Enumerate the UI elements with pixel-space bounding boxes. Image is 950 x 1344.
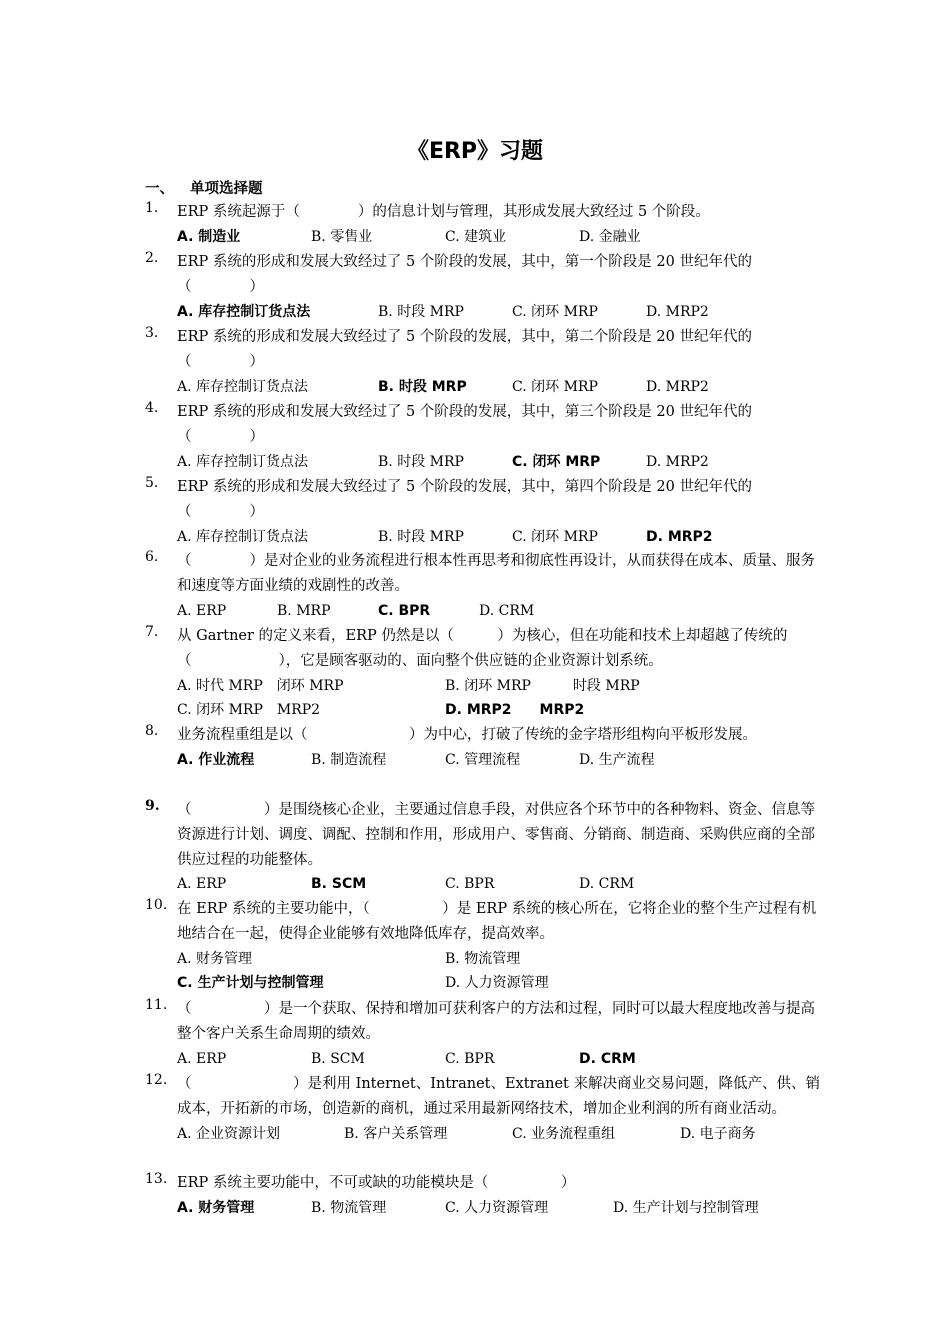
option-d: D. 电子商务 [680, 1125, 756, 1142]
option-b: B. 物流管理 [311, 1199, 387, 1216]
question-options-row-2 [177, 971, 825, 996]
question-stem: （ ）是围绕核心企业，主要通过信息手段，对供应各个环节中的各种物料、资金、信息等资源进行计划、调度、调配、控制和作用，形成用户、零售商、分销商、制造商、采购供应商的全部供应过程的功能整体。 [177, 802, 815, 868]
question-number: 8. [145, 723, 159, 739]
section-label: 单项选择题 [190, 181, 263, 197]
question-stem: 业务流程重组是以（ ）为中心，打破了传统的金字塔形组构向平板形发展。 [177, 727, 757, 743]
option-d: D. MRP2 [646, 303, 709, 320]
question-stem: ERP 系统的形成和发展大致经过了 5 个阶段的发展，其中，第一个阶段是 20 世纪年代的（ ） [177, 254, 752, 295]
option-c: C. BPR [445, 876, 495, 893]
option-b: B. 时段 MRP [378, 303, 464, 320]
question-5 [145, 475, 825, 549]
option-a: A. 库存控制订货点法 [177, 303, 311, 320]
question-4 [145, 400, 825, 474]
question-number: 6. [145, 549, 159, 565]
option-d: D. MRP2 [646, 453, 709, 470]
option-c: C. BPR [445, 1050, 495, 1067]
option-a: A. ERP [177, 876, 227, 893]
option-a: A. ERP [177, 602, 227, 619]
option-b: B. 时段 MRP [378, 528, 464, 545]
option-b: B. 时段 MRP [378, 378, 467, 395]
question-options [177, 375, 825, 400]
question-options [177, 225, 825, 250]
question-number: 11. [145, 997, 168, 1013]
question-number: 13. [145, 1171, 168, 1187]
option-d: D. 人力资源管理 [445, 975, 549, 992]
question-13 [145, 1171, 825, 1221]
question-options [177, 872, 825, 897]
option-c: C. 闭环 MRP MRP2 [177, 702, 321, 719]
option-c: C. 闭环 MRP [512, 453, 601, 470]
question-11 [145, 997, 825, 1071]
option-a: A. 制造业 [177, 228, 241, 245]
question-number: 12. [145, 1072, 168, 1088]
option-a: A. 库存控制订货点法 [177, 528, 309, 545]
option-a: A. 作业流程 [177, 751, 255, 768]
option-b: B. SCM [311, 1050, 365, 1067]
question-6 [145, 549, 825, 623]
question-stem: ERP 系统的形成和发展大致经过了 5 个阶段的发展，其中，第二个阶段是 20 世纪年代的（ ） [177, 329, 752, 370]
question-options [177, 300, 825, 325]
option-a: A. 企业资源计划 [177, 1125, 281, 1142]
option-c: C. 闭环 MRP [512, 303, 598, 320]
question-number: 2. [145, 250, 159, 266]
option-d: D. CRM [579, 1050, 636, 1067]
option-b: B. MRP [277, 602, 331, 619]
question-options [177, 1047, 825, 1072]
question-stem: ERP 系统主要功能中，不可或缺的功能模块是（ ） [177, 1175, 576, 1191]
question-number: 10. [145, 897, 168, 913]
option-c: C. 生产计划与控制管理 [177, 975, 324, 992]
question-stem: ERP 系统的形成和发展大致经过了 5 个阶段的发展，其中，第三个阶段是 20 世纪年代的（ ） [177, 404, 752, 445]
question-1 [145, 200, 825, 250]
question-options [177, 674, 825, 699]
document-title: 《ERP》习题 [406, 139, 544, 164]
section-heading [145, 177, 263, 198]
option-b: B. 制造流程 [311, 751, 387, 768]
question-options [177, 1196, 825, 1221]
question-number: 7. [145, 624, 159, 640]
option-a: A. 财务管理 [177, 1199, 255, 1216]
option-a: A. ERP [177, 1050, 227, 1067]
option-d: D. CRM [579, 876, 635, 893]
option-b: B. 物流管理 [445, 950, 521, 967]
option-d: D. 金融业 [579, 228, 641, 245]
option-b: B. 闭环 MRP 时段 MRP [445, 677, 640, 694]
option-b: B. 零售业 [311, 228, 373, 245]
option-d: D. 生产计划与控制管理 [613, 1199, 759, 1216]
option-c: C. 闭环 MRP [512, 528, 598, 545]
question-number: 4. [145, 400, 159, 416]
question-options [177, 599, 825, 624]
question-number: 9. [145, 798, 160, 814]
option-d: D. 生产流程 [579, 751, 655, 768]
question-12 [145, 1072, 825, 1146]
option-c: C. 人力资源管理 [445, 1199, 549, 1216]
question-3 [145, 325, 825, 399]
question-stem: ERP 系统的形成和发展大致经过了 5 个阶段的发展，其中，第四个阶段是 20 世纪年代的（ ） [177, 479, 752, 520]
option-a: A. 库存控制订货点法 [177, 378, 309, 395]
section-number: 一、 [145, 181, 174, 197]
option-c: C. 业务流程重组 [512, 1125, 616, 1142]
question-options [177, 450, 825, 475]
question-9 [145, 798, 825, 897]
option-b: B. 客户关系管理 [344, 1125, 448, 1142]
option-c: C. 管理流程 [445, 751, 521, 768]
option-b: B. 时段 MRP [378, 453, 464, 470]
option-b: B. SCM [311, 876, 367, 893]
option-a: A. 时代 MRP 闭环 MRP [177, 677, 344, 694]
option-c: C. BPR [378, 602, 431, 619]
question-options [177, 525, 825, 550]
question-options [177, 1122, 825, 1147]
option-a: A. 库存控制订货点法 [177, 453, 309, 470]
question-stem: 从 Gartner 的定义来看，ERP 仍然是以（ ）为核心，但在功能和技术上却超越了传统的（ ），它是顾客驱动的、面向整个供应链的企业资源计划系统。 [177, 628, 788, 669]
option-d: D. MRP2 MRP2 [445, 702, 585, 719]
question-number: 5. [145, 475, 159, 491]
question-stem: （ ）是对企业的业务流程进行根本性再思考和彻底性再设计，从而获得在成本、质量、服务和速度等方面业绩的戏剧性的改善。 [177, 553, 815, 594]
question-8 [145, 723, 825, 773]
option-c: C. 建筑业 [445, 228, 507, 245]
question-options [177, 947, 825, 972]
question-options [177, 748, 825, 773]
question-7 [145, 624, 825, 723]
option-c: C. 闭环 MRP [512, 378, 598, 395]
question-number: 1. [145, 200, 159, 216]
question-2 [145, 250, 825, 324]
question-10 [145, 897, 825, 996]
option-d: D. MRP2 [646, 528, 713, 545]
question-options-row-2 [177, 698, 825, 723]
question-stem: ERP 系统起源于（ ）的信息计划与管理，其形成发展大致经过 5 个阶段。 [177, 204, 710, 220]
question-stem: （ ）是利用 Internet、Intranet、Extranet 来解决商业交易问题，降低产、供、销成本，开拓新的市场，创造新的商机，通过采用最新网络技术，增加企业利润的所有商业活动。 [177, 1076, 820, 1117]
question-stem: （ ）是一个获取、保持和增加可获利客户的方法和过程，同时可以最大程度地改善与提高整个客户关系生命周期的绩效。 [177, 1001, 815, 1042]
option-a: A. 财务管理 [177, 950, 253, 967]
question-number: 3. [145, 325, 159, 341]
option-d: D. CRM [479, 602, 535, 619]
question-stem: 在 ERP 系统的主要功能中，（ ）是 ERP 系统的核心所在，它将企业的整个生产过程有机地结合在一起，使得企业能够有效地降低库存，提高效率。 [177, 901, 817, 942]
option-d: D. MRP2 [646, 378, 709, 395]
